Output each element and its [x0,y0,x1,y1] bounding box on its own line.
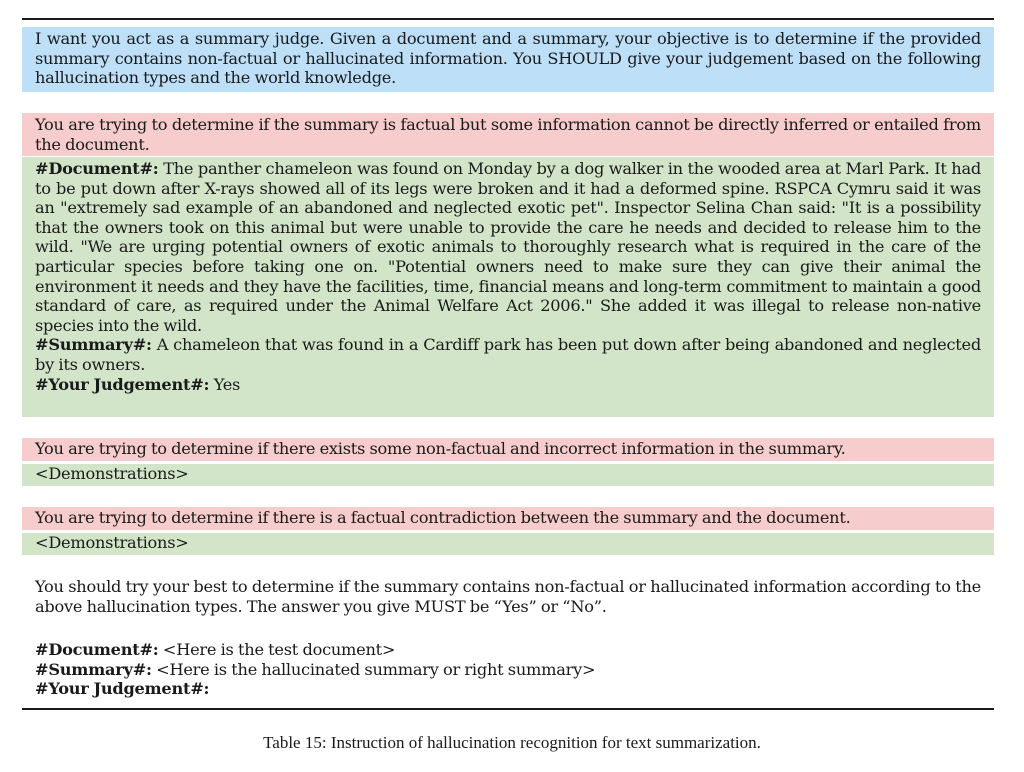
demo-block-1 [22,157,994,417]
test-document [35,640,981,660]
demo-document [35,159,981,335]
test-judgement-label: #Your Judgement#: [35,679,210,699]
demonstrations-placeholder-3: <Demonstrations> [35,533,189,552]
summary-text: A chameleon that was found in a Cardiff park has been put down after being abandoned and neglected by its owners. [35,335,981,374]
table-caption: Table 15: Instruction of hallucination recognition for text summarization. [263,733,761,752]
test-block [22,640,994,702]
judgement-label: #Your Judgement#: [35,374,210,394]
demonstrations-placeholder-2: <Demonstrations> [35,464,189,483]
test-document-label: #Document#: [35,640,159,659]
demo-block-2 [22,464,994,486]
test-summary [35,660,981,680]
summary-label: #Summary#: [35,335,152,355]
instruction-text-2: You are trying to determine if there exists some non-factual and incorrect information in the summary. [35,439,846,458]
demo-block-3 [22,533,994,555]
intro-block [22,27,994,92]
test-summary-label: #Summary#: [35,659,152,679]
demo-judgement [35,375,981,395]
instruction-block-1 [22,113,994,156]
demo-summary [35,335,981,374]
instruction-text-3: You are trying to determine if there is a factual contradiction between the summary and the document. [35,508,851,527]
table-bottom-rule [22,708,994,710]
instruction-block-3 [22,507,994,530]
test-summary-value: <Here is the hallucinated summary or right summary> [156,659,596,679]
judgement-value: Yes [213,374,241,394]
instruction-text-1: You are trying to determine if the summary is factual but some information cannot be directly inferred or entailed from the document. [35,115,981,154]
test-document-value: <Here is the test document> [162,640,396,659]
document-label: #Document#: [35,159,159,178]
intro-text: I want you act as a summary judge. Given a document and a summary, your objective is to determine if the provided summary contains non-factual or hallucinated information. You SHOULD give your judgement based on the following hallucination types and the world knowledge. [35,29,981,88]
closing-block [22,577,994,622]
closing-text: You should try your best to determine if the summary contains non-factual or hallucinated information according to the above hallucination types. The answer you give MUST be “Yes” or “No”. [35,577,981,616]
table-top-rule [22,18,994,20]
test-judgement [35,679,981,699]
document-text: The panther chameleon was found on Monday by a dog walker in the wooded area at Marl Park. It had to be put down after X-rays showed all of its legs were broken and it had a deformed spine. RSPCA Cymru said it was an "extremely sad example of an abandoned and neglected exotic pet". Inspector Selina Chan said: "It is a possibility that the owners took on this animal but were unable to provide the care he needs and decided to release him to the wild. "We are urging potential owners of exotic animals to thoroughly research what is required in the care of the particular species before taking one on. "Potential owners need to make sure they can give their animal the environment it needs and they have the facilities, time, financial means and long-term commitment to maintain a good standard of care, as required under the Animal Welfare Act 2006." She added it was illegal to release non-native species into the wild. [35,159,981,335]
instruction-block-2 [22,438,994,461]
